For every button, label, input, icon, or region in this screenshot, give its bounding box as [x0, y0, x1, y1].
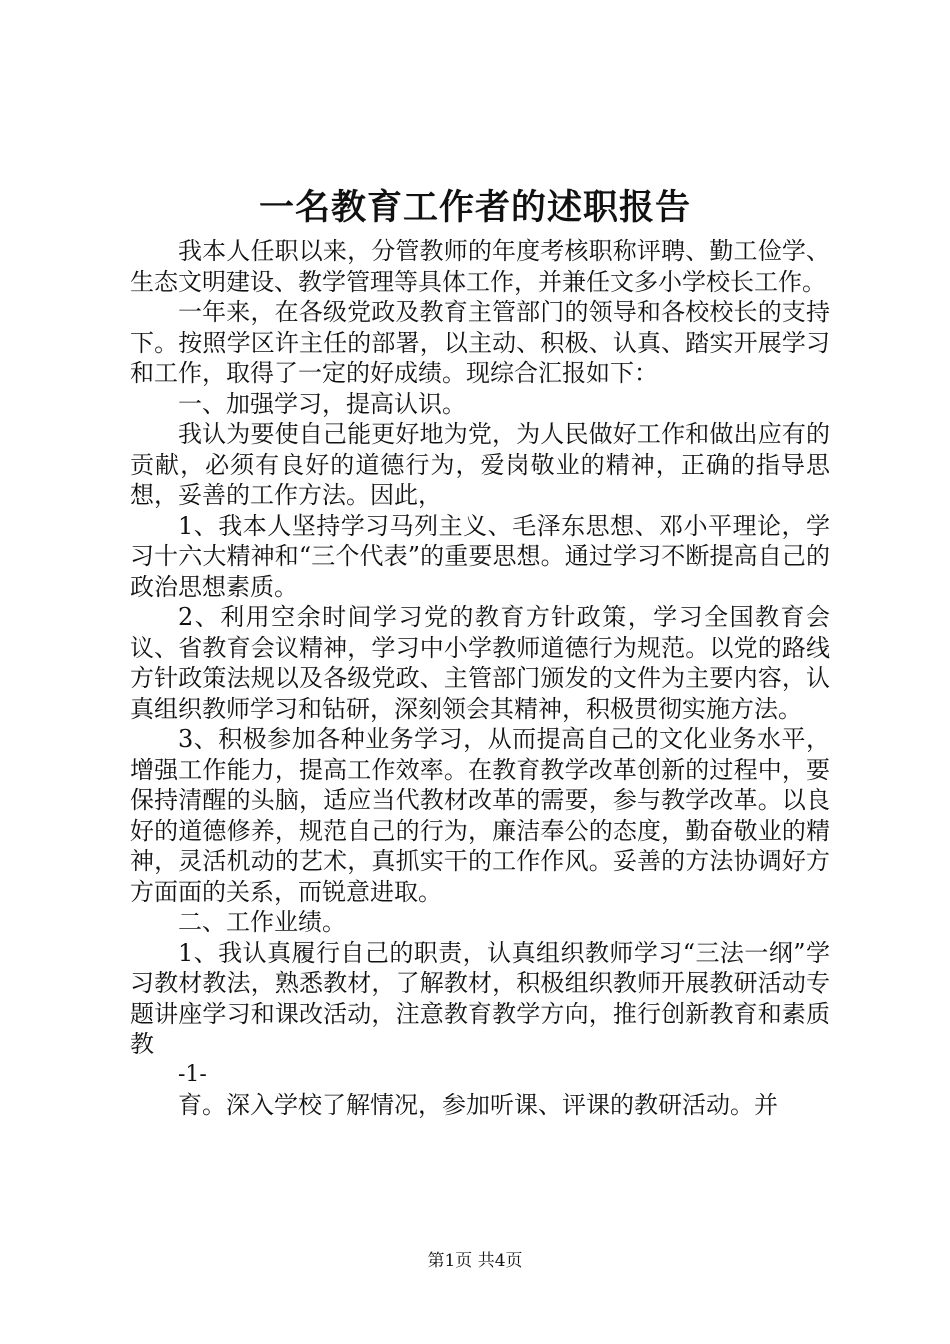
section-heading-performance: 二、工作业绩。	[178, 908, 346, 936]
paragraph-intro: 我本人任职以来，分管教师的年度考核职称评聘、勤工俭学、生态文明建设、教学管理等具体工作，并兼任文多小学校长工作。	[130, 237, 830, 296]
page-number-marker: -1-	[178, 1061, 207, 1087]
list-item-study-1: 1、我本人坚持学习马列主义、毛泽东思想、邓小平理论，学习十六大精神和“三个代表”的重要思想。通过学习不断提高自己的政治思想素质。	[130, 511, 830, 601]
paragraph-continuation: 育。深入学校了解情况，参加听课、评课的教研活动。并	[178, 1091, 778, 1119]
list-item-performance-1: 1、我认真履行自己的职责，认真组织教师学习“三法一纲”学习教材教法，熟悉教材，了解教材，积极组织教师开展教研活动专题讲座学习和课改活动，注意教育教学方向，推行创新教育和素质教	[130, 938, 830, 1058]
document-body	[130, 236, 830, 1121]
paragraph-summary: 一年来，在各级党政及教育主管部门的领导和各校校长的支持下。按照学区许主任的部署，以主动、积极、认真、踏实开展学习和工作，取得了一定的好成绩。现综合汇报如下：	[130, 298, 830, 387]
list-item-study-2: 2、利用空余时间学习党的教育方针政策，学习全国教育会议、省教育会议精神，学习中小学教师道德行为规范。以党的路线方针政策法规以及各级党政、主管部门颁发的文件为主要内容，认真组织教师学习和钻研，深刻领会其精神，积极贯彻实施方法。	[130, 603, 830, 723]
page-footer: 第1页 共4页	[427, 1251, 523, 1271]
list-item-study-3: 3、积极参加各种业务学习，从而提高自己的文化业务水平，增强工作能力，提高工作效率。在教育教学改革创新的过程中，要保持清醒的头脑，适应当代教材改革的需要，参与教学改革。以良好的道德修养，规范自己的行为，廉洁奉公的态度，勤奋敬业的精神，灵活机动的艺术，真抓实干的工作作风。妥善的方法协调好方方面面的关系，而锐意进取。	[130, 725, 830, 906]
section-heading-study: 一、加强学习，提高认识。	[178, 389, 466, 418]
paragraph-study-purpose: 我认为要使自己能更好地为党，为人民做好工作和做出应有的贡献，必须有良好的道德行为，爱岗敬业的精神，正确的指导思想，妥善的工作方法。因此，	[130, 420, 830, 509]
document-title: 一名教育工作者的述职报告	[258, 187, 691, 228]
